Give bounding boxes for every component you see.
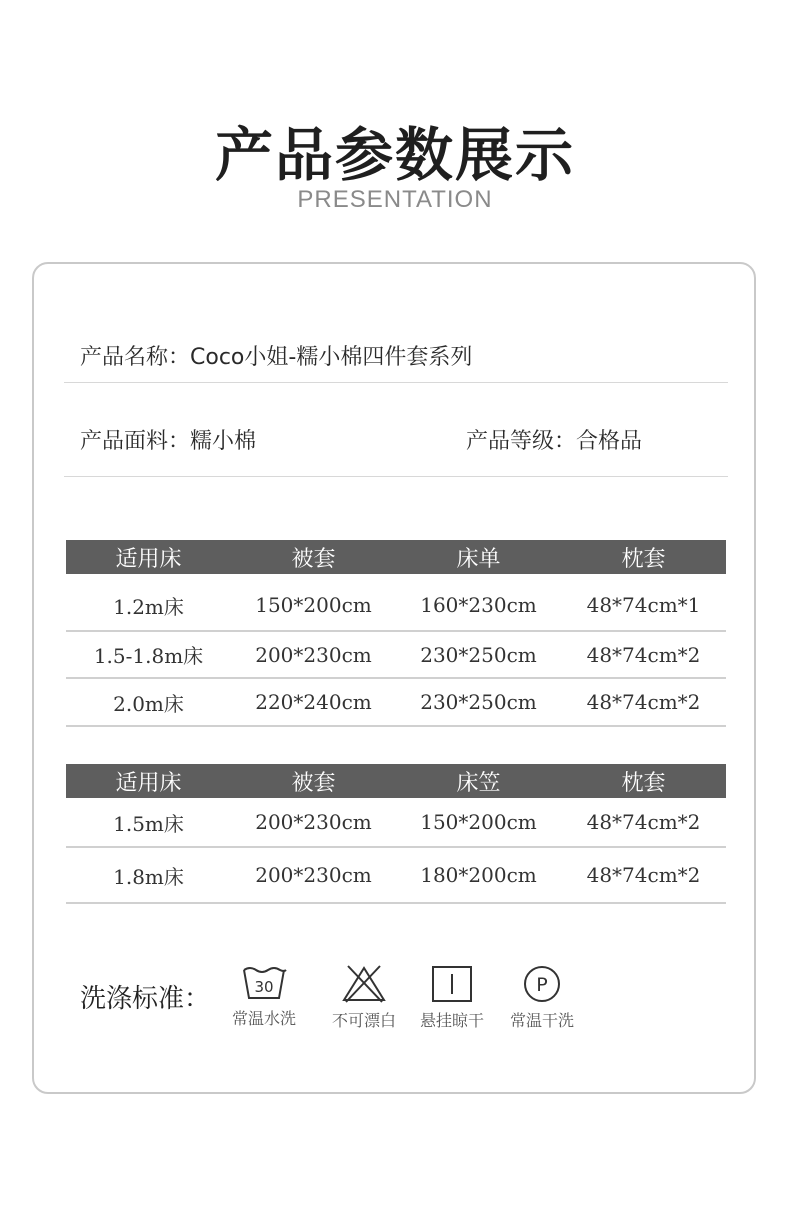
page-subtitle: PRESENTATION [297, 186, 493, 213]
table-cell: 2.0m床 [113, 691, 184, 716]
wash-item-no-bleach [324, 964, 404, 1031]
header-cell: 适用床 [115, 546, 182, 572]
table-row [66, 574, 726, 632]
table-cell: 1.8m床 [113, 864, 184, 889]
table-cell: 200*230cm [255, 642, 372, 667]
parameter-card [32, 262, 756, 1094]
product-name: 产品名称：Coco小姐-糯小棉四件套系列 [80, 345, 473, 370]
header-cell: 被套 [291, 770, 336, 796]
wash-text: 不可漂白 [331, 1011, 396, 1030]
size-table-2 [66, 764, 726, 904]
wash-item-hang-dry [412, 964, 492, 1031]
table-cell: 48*74cm*2 [586, 810, 701, 834]
wash-item-dry-clean [502, 964, 582, 1031]
table-cell: 48*74cm*1 [586, 593, 701, 617]
hang-dry-icon [430, 964, 474, 1004]
no-bleach-icon [340, 964, 388, 1004]
wash-text: 常温干洗 [509, 1011, 574, 1030]
table-cell: 48*74cm*2 [586, 690, 701, 714]
table-cell: 200*230cm [255, 810, 372, 834]
page-title: 产品参数展示 [214, 121, 575, 189]
table-cell: 1.2m床 [113, 594, 184, 619]
table-header [66, 540, 726, 574]
product-grade: 产品等级：合格品 [466, 429, 643, 454]
wash-text: 悬挂晾干 [419, 1011, 484, 1030]
header-cell: 适用床 [115, 770, 182, 796]
table-cell: 230*250cm [420, 690, 537, 714]
divider [64, 476, 728, 477]
table-row [66, 632, 726, 679]
dry-clean-letter: P [536, 974, 548, 996]
header-cell: 枕套 [621, 770, 666, 796]
wash-text: 常温水洗 [231, 1009, 296, 1028]
table-cell: 48*74cm*2 [586, 642, 701, 667]
table-cell: 1.5-1.8m床 [93, 644, 204, 668]
wash-item-machine-wash [224, 964, 304, 1029]
table-cell: 160*230cm [420, 593, 537, 617]
table-row [66, 798, 726, 848]
wash-temperature: 30 [254, 978, 274, 996]
table-cell: 48*74cm*2 [586, 863, 701, 887]
table-row [66, 848, 726, 904]
header-cell: 床单 [456, 546, 501, 572]
table-cell: 1.5m床 [113, 811, 184, 836]
divider [64, 382, 728, 383]
table-cell: 150*200cm [255, 593, 372, 617]
table-row [66, 679, 726, 727]
table-header [66, 764, 726, 798]
header-cell: 被套 [291, 546, 336, 572]
table-cell: 180*200cm [420, 863, 537, 887]
table-cell: 220*240cm [255, 690, 372, 714]
wash-standard-label: 洗涤标准： [80, 984, 211, 1014]
table-cell: 230*250cm [420, 642, 537, 667]
header-cell: 枕套 [621, 546, 666, 572]
size-table-1 [66, 540, 726, 727]
wash-tub-icon [240, 964, 288, 1002]
dry-clean-icon [520, 964, 564, 1004]
table-cell: 150*200cm [420, 810, 537, 834]
product-material: 产品面料：糯小棉 [80, 429, 257, 454]
header-cell: 床笠 [456, 770, 501, 796]
table-cell: 200*230cm [255, 863, 372, 887]
